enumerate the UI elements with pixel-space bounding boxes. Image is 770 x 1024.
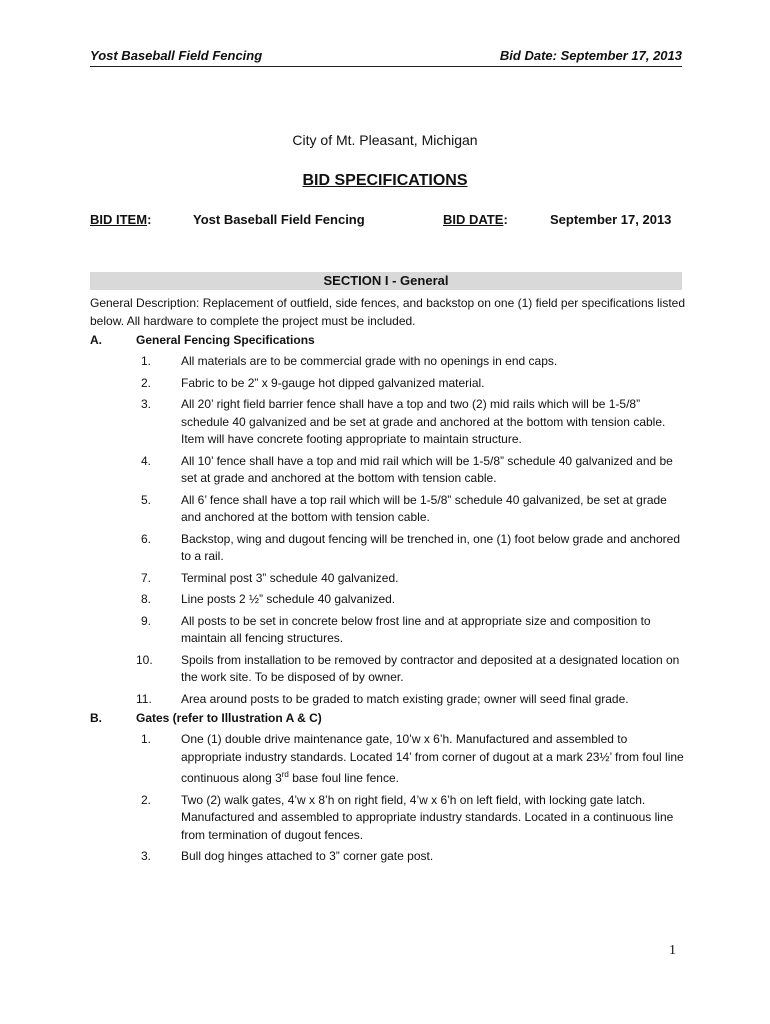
item-text: All posts to be set in concrete below frost line and at appropriate size and composition to maintain all fencing structures.	[181, 613, 651, 645]
bid-item-value: Yost Baseball Field Fencing	[193, 212, 365, 227]
list-item	[90, 353, 690, 371]
item-number: 7.	[140, 570, 151, 585]
item-text: All materials are to be commercial grade with no openings in end caps.	[181, 354, 558, 368]
item-number: 3.	[140, 849, 151, 863]
list-item	[90, 691, 690, 709]
list-item	[90, 396, 690, 449]
city-name: City of Mt. Pleasant, Michigan	[292, 132, 478, 148]
header-project-title: Yost Baseball Field Fencing	[90, 48, 263, 63]
general-description: General Description: Replacement of outfield, side fences, and backstop on one (1) field per specifications listed below. All hardware to complete the project must be included.	[90, 296, 685, 328]
item-text: Two (2) walk gates, 4’w x 8’h on right field, 4’w x 6’h on left field, with locking gate latch. Manufactured and assembled to appropriate industry standards. Located in a continuous line from termination of dugout fences.	[181, 792, 674, 842]
bid-date-value: September 17, 2013	[550, 212, 672, 227]
list-item	[90, 652, 690, 687]
header-divider	[90, 66, 682, 67]
list-item	[90, 570, 690, 588]
bid-info-row	[90, 212, 682, 230]
item-text: All 20’ right field barrier fence shall have a top and two (2) mid rails which will be 1-5/8” schedule 40 galvanized and be set at grade and anchored at the bottom with tension cable. Item will have concrete footing appropriate to maintain structure.	[181, 397, 666, 446]
bid-item-label: BID ITEM:	[90, 212, 152, 227]
item-text: Bull dog hinges attached to 3” corner gate post.	[181, 849, 434, 863]
section-letter: B.	[90, 711, 102, 725]
section-heading	[90, 330, 690, 349]
list-item	[90, 792, 690, 845]
item-number: 1.	[140, 354, 151, 368]
item-text: Backstop, wing and dugout fencing will be trenched in, one (1) foot below grade and anchored to a rail.	[181, 531, 680, 563]
item-number: 2.	[140, 375, 151, 390]
item-text: Terminal post 3” schedule 40 galvanized.	[181, 570, 399, 585]
item-number: 4.	[140, 453, 151, 468]
list-item	[90, 375, 690, 393]
item-number: 1.	[140, 732, 151, 746]
item-text: Area around posts to be graded to match existing grade; owner will seed final grade.	[181, 691, 629, 706]
item-text: Line posts 2 ½” schedule 40 galvanized.	[181, 592, 396, 606]
item-number: 8.	[140, 592, 151, 606]
section-title: Gates (refer to Illustration A & C)	[136, 711, 322, 725]
section-heading	[90, 708, 690, 727]
section-title: General Fencing Specifications	[136, 333, 315, 347]
list-item	[90, 848, 690, 866]
item-text: Fabric to be 2” x 9-gauge hot dipped galvanized material.	[181, 375, 485, 390]
ordinal-suffix: rd	[281, 770, 289, 779]
section-heading-bar: SECTION I - General	[90, 272, 682, 290]
item-number: 11.	[136, 691, 152, 706]
section-letter: A.	[90, 333, 102, 347]
item-number: 9.	[140, 613, 151, 628]
item-text: One (1) double drive maintenance gate, 10’w x 6’h. Manufactured and assembled to appropriate industry standards. Located 14’ from corner of dugout at a mark 23½’ from foul line continuous along 3rd base foul line fence.	[181, 732, 684, 785]
item-number: 2.	[140, 792, 151, 807]
item-number: 10.	[136, 652, 153, 667]
list-item	[90, 492, 690, 527]
running-header	[90, 48, 682, 66]
list-item	[90, 591, 690, 609]
list-item	[90, 613, 690, 648]
page-number: 1	[669, 943, 676, 958]
item-number: 6.	[140, 531, 151, 546]
item-text: Spoils from installation to be removed by contractor and deposited at a designated location on the work site. To be disposed of by owner.	[181, 652, 680, 684]
list-item	[90, 731, 690, 788]
header-bid-date: Bid Date: September 17, 2013	[499, 48, 682, 63]
item-text: All 6’ fence shall have a top rail which will be 1-5/8” schedule 40 galvanized, be set at grade and anchored at the bottom with tension cable.	[181, 492, 667, 524]
specifications-body	[90, 295, 690, 866]
bid-date-label: BID DATE:	[443, 212, 508, 227]
list-item	[90, 453, 690, 488]
list-item	[90, 531, 690, 566]
item-text: All 10’ fence shall have a top and mid rail which will be 1-5/8” schedule 40 galvanized and be set at grade and anchored at the bottom with tension cable.	[181, 453, 673, 485]
item-number: 5.	[140, 492, 151, 507]
document-title: BID SPECIFICATIONS	[302, 172, 468, 189]
item-number: 3.	[140, 397, 151, 411]
